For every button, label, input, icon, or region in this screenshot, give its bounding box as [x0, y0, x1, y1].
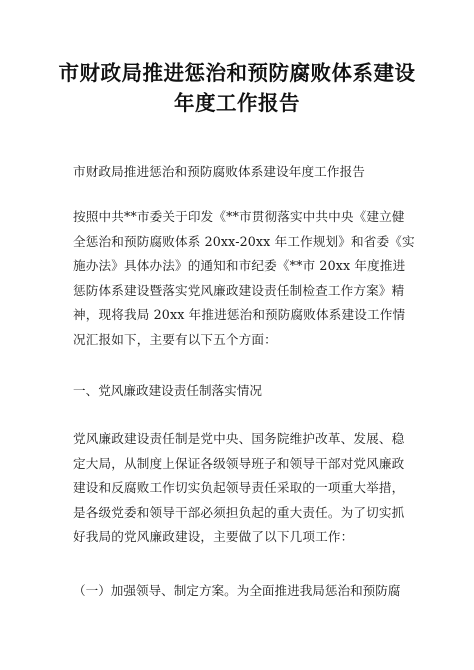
text-line: 全惩治和预防腐败体系 20xx-20xx 年工作规划》和省委《实	[73, 233, 415, 249]
text-line: 是各级党委和领导干部必须担负起的重大责任。为了切实抓	[73, 504, 405, 520]
text-line: 好我局的党风廉政建设，主要做了以下几项工作：	[73, 529, 354, 545]
text-line: 惩防体系建设暨落实党风廉政建设责任制检查工作方案》精	[73, 282, 405, 298]
subsection-1-start: （一）加强领导、制定方案。为全面推进我局惩治和预防腐	[73, 583, 401, 598]
text-line: 建设和反腐败工作切实负起领导责任采取的一项重大举措，	[73, 480, 405, 496]
paragraph-intro	[73, 205, 415, 353]
text-line: 党风廉政建设责任制是党中央、国务院维护改革、发展、稳	[73, 431, 405, 446]
text-line: 施办法》具体办法》的通知和市纪委《**市 20xx 年度推进	[73, 258, 406, 274]
section-heading-1: 一、党风廉政建设责任制落实情况	[73, 383, 262, 398]
title-line-2: 年度工作报告	[174, 91, 300, 115]
text-line: 况汇报如下，主要有以下五个方面：	[73, 331, 277, 347]
title-line-1: 市财政局推进惩治和预防腐败体系建设	[58, 61, 416, 85]
document-title	[56, 58, 418, 118]
paragraph-section-1	[73, 427, 403, 550]
report-subtitle: 市财政局推进惩治和预防腐败体系建设年度工作报告	[73, 164, 365, 179]
text-line: 神，现将我局 20xx 年推进惩治和预防腐败体系建设工作情	[73, 307, 406, 323]
text-line: 按照中共**市委关于印发《**市贯彻落实中共中央《建立健	[73, 209, 405, 224]
text-line: 定大局，从制度上保证各级领导班子和领导干部对党风廉政	[73, 455, 405, 471]
